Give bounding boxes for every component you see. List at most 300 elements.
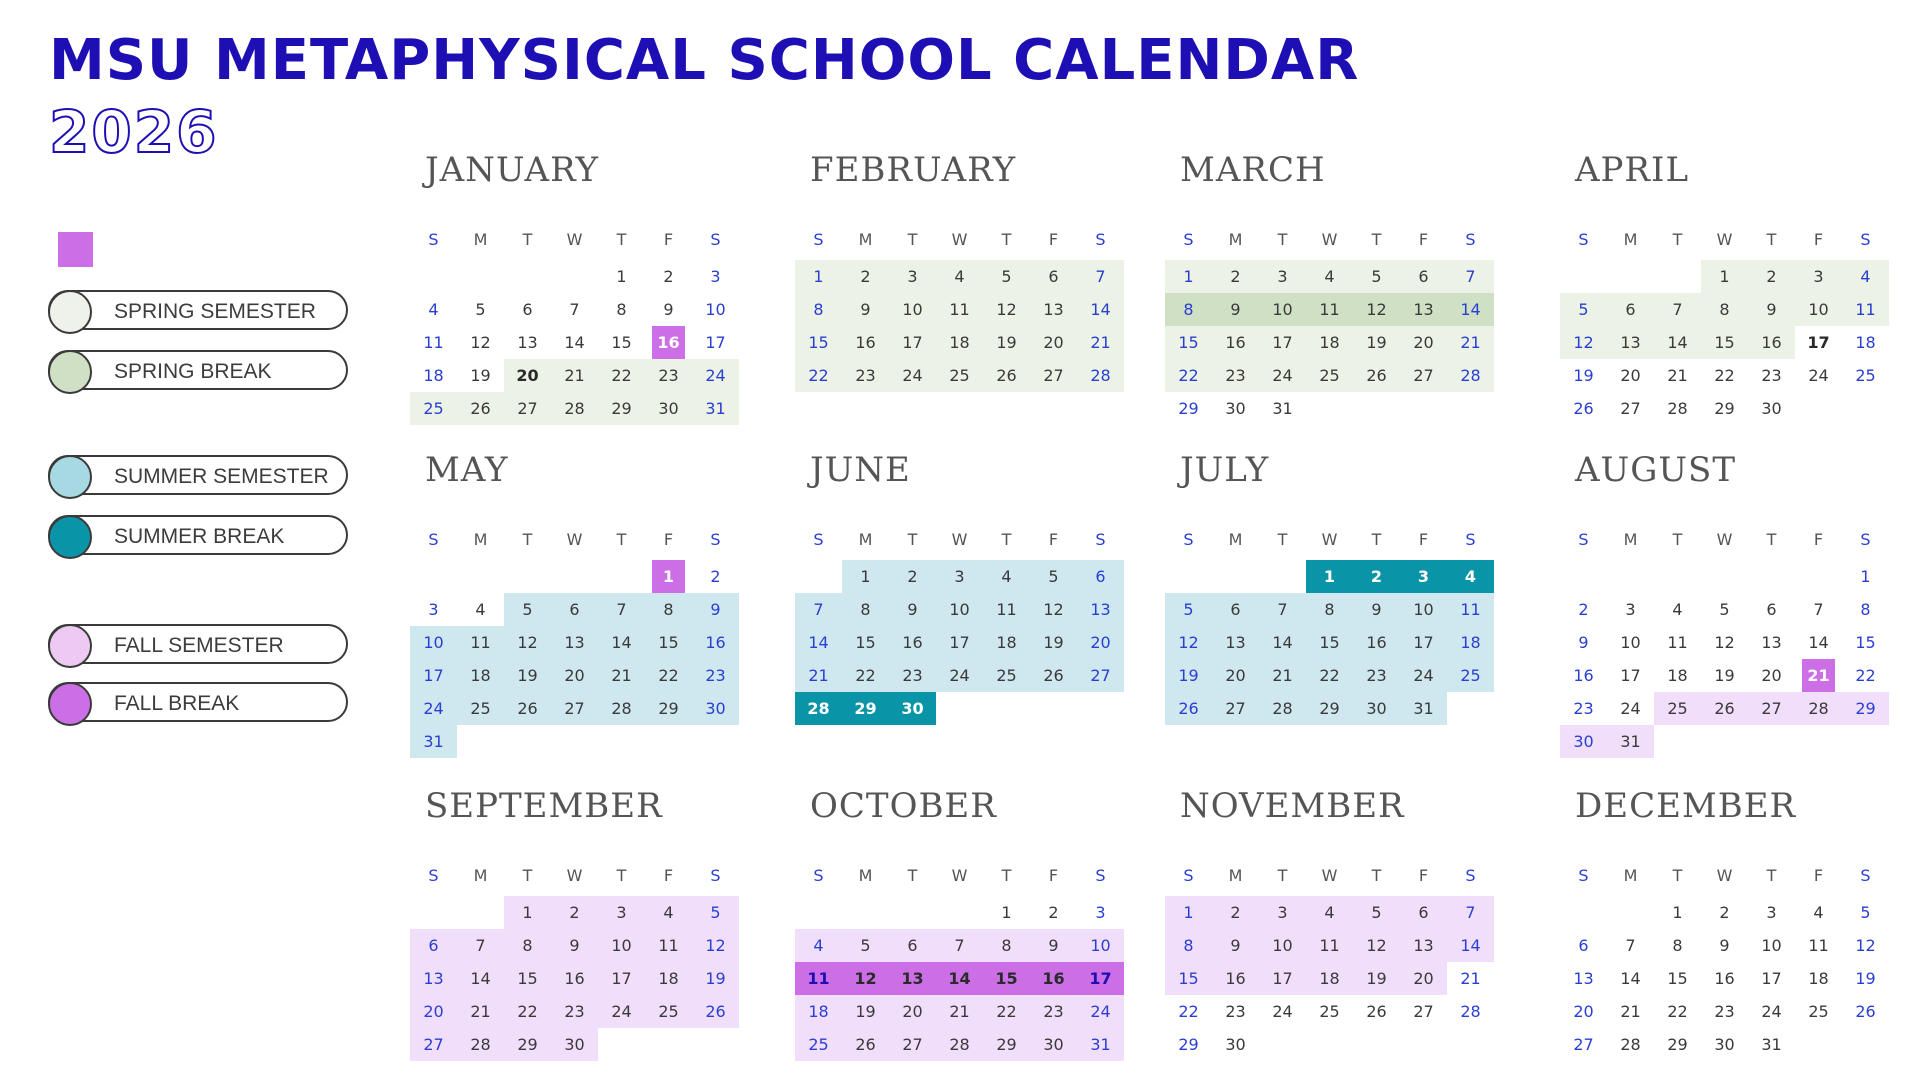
calendar-day: 14 [1259,626,1306,659]
calendar-day: 28 [1447,359,1494,392]
weekday-header: M [858,530,873,549]
weekday-header: T [1277,230,1288,249]
calendar-day: 21 [457,995,504,1028]
calendar-day: 12 [983,293,1030,326]
calendar-day: 30 [1225,1035,1246,1054]
calendar-day: 3 [889,260,936,293]
calendar-day: 30 [1225,399,1246,418]
calendar-day: 27 [1030,359,1077,392]
calendar-day: 22 [1306,659,1353,692]
weekday-header: T [907,230,918,249]
legend-summer-break [48,515,348,555]
calendar-day: 8 [616,300,627,319]
calendar-day: 9 [1748,293,1795,326]
calendar-day: 24 [1259,359,1306,392]
calendar-day: 2 [1748,260,1795,293]
calendar-day: 18 [1306,962,1353,995]
calendar-day: 19 [983,326,1030,359]
month-name: DECEMBER [1575,786,1797,826]
month-december [1560,786,1889,1086]
weekday-header: F [1813,530,1824,549]
calendar-day: 16 [1353,626,1400,659]
calendar-day: 6 [522,300,533,319]
calendar-day: 3 [936,560,983,593]
calendar-day: 5 [1353,260,1400,293]
weekday-header: W [1321,866,1338,885]
calendar-day: 8 [504,929,551,962]
weekday-header: M [473,866,488,885]
calendar-day: 26 [692,995,739,1028]
calendar-day: 10 [1259,293,1306,326]
calendar-day: 6 [889,929,936,962]
calendar-day: 15 [1165,962,1212,995]
calendar-day: 11 [1667,633,1688,652]
calendar-day: 15 [1667,969,1688,988]
calendar-day: 2 [1578,600,1589,619]
calendar-day: 7 [569,300,580,319]
calendar-day: 24 [1808,366,1829,385]
calendar-day: 16 [1030,962,1077,995]
calendar-day: 4 [428,300,439,319]
calendar-day: 7 [1625,936,1636,955]
weekday-header: S [813,530,824,549]
calendar-day: 20 [1030,326,1077,359]
calendar-day: 21 [1620,1002,1641,1021]
calendar-day: 26 [1701,692,1748,725]
calendar-day: 13 [889,962,936,995]
calendar-day: 7 [457,929,504,962]
calendar-day: 21 [1460,969,1481,988]
calendar-day: 19 [1353,962,1400,995]
calendar-day: 26 [983,359,1030,392]
calendar-day: 5 [475,300,486,319]
calendar-day: 7 [1654,293,1701,326]
calendar-day: 2 [889,560,936,593]
calendar-day: 3 [1400,560,1447,593]
calendar-day: 30 [1560,725,1607,758]
calendar-day: 28 [1460,1002,1481,1021]
calendar-day: 14 [1447,929,1494,962]
weekday-header: T [1672,230,1683,249]
calendar-day: 28 [598,692,645,725]
calendar-day: 6 [1578,936,1589,955]
calendar-day: 11 [795,962,842,995]
calendar-day: 24 [936,659,983,692]
calendar-day: 31 [1077,1028,1124,1061]
calendar-day: 2 [710,567,721,586]
calendar-day: 27 [889,1028,936,1061]
calendar-day: 25 [1306,359,1353,392]
weekday-header: W [566,866,583,885]
calendar-day: 4 [983,560,1030,593]
calendar-day: 19 [470,366,491,385]
calendar-day: 31 [1272,399,1293,418]
weekday-header: T [907,866,918,885]
weekday-header: F [1813,866,1824,885]
calendar-day: 27 [1620,399,1641,418]
calendar-day: 9 [1719,936,1730,955]
weekday-header: T [1277,866,1288,885]
calendar-day: 31 [1761,1035,1782,1054]
calendar-day: 17 [889,326,936,359]
weekday-header: W [951,230,968,249]
weekday-header: S [1578,530,1589,549]
calendar-day: 7 [1447,896,1494,929]
calendar-day: 29 [983,1028,1030,1061]
weekday-header: W [1321,230,1338,249]
calendar-day: 23 [1353,659,1400,692]
weekday-header: S [1465,866,1476,885]
calendar-day: 1 [1165,896,1212,929]
calendar-day: 21 [551,359,598,392]
calendar-day: 25 [410,392,457,425]
weekday-header: M [1623,866,1638,885]
calendar-day: 1 [1860,567,1871,586]
calendar-day: 21 [1077,326,1124,359]
calendar-day: 31 [692,392,739,425]
calendar-day: 9 [1212,293,1259,326]
calendar-day: 3 [1259,896,1306,929]
calendar-day: 28 [1620,1035,1641,1054]
calendar-day: 2 [1048,903,1059,922]
calendar-day: 30 [1030,1028,1077,1061]
calendar-day: 16 [842,326,889,359]
calendar-day: 1 [504,896,551,929]
weekday-header: S [1860,866,1871,885]
calendar-day: 29 [1842,692,1889,725]
weekday-header: W [951,866,968,885]
calendar-day: 24 [1620,699,1641,718]
calendar-day: 16 [1212,962,1259,995]
weekday-header: M [1623,530,1638,549]
calendar-day: 20 [551,659,598,692]
calendar-day: 5 [692,896,739,929]
calendar-day: 13 [1573,969,1594,988]
calendar-day: 10 [1077,929,1124,962]
calendar-day: 5 [983,260,1030,293]
calendar-day: 4 [1306,896,1353,929]
calendar-day: 29 [1178,399,1199,418]
calendar-day: 16 [1748,326,1795,359]
calendar-day: 28 [1077,359,1124,392]
calendar-day: 7 [1447,260,1494,293]
calendar-day: 2 [663,267,674,286]
weekday-header: S [1095,530,1106,549]
calendar-day: 6 [551,593,598,626]
weekday-header: F [1048,230,1059,249]
calendar-day: 20 [1761,666,1782,685]
calendar-day: 6 [1212,593,1259,626]
calendar-day: 20 [1400,326,1447,359]
weekday-header: F [1048,866,1059,885]
calendar-day: 27 [1077,659,1124,692]
calendar-day: 13 [1400,929,1447,962]
calendar-day: 8 [1306,593,1353,626]
calendar-day: 20 [1212,659,1259,692]
calendar-day: 17 [1761,969,1782,988]
legend-fall-break [48,682,348,722]
calendar-day: 3 [598,896,645,929]
calendar-day: 29 [1306,692,1353,725]
calendar-day: 23 [692,659,739,692]
calendar-day: 25 [1319,1002,1340,1021]
calendar-day: 15 [1855,633,1876,652]
month-name: AUGUST [1575,450,1736,490]
calendar-day: 25 [795,1028,842,1061]
calendar-day: 1 [1701,260,1748,293]
calendar-day: 7 [795,593,842,626]
calendar-day: 22 [983,995,1030,1028]
weekday-header: F [663,530,674,549]
calendar-day: 22 [598,359,645,392]
year-heading: 2026 [49,98,219,166]
weekday-header: M [1228,230,1243,249]
calendar-day: 15 [1165,326,1212,359]
weekday-header: M [858,866,873,885]
calendar-day: 27 [1400,359,1447,392]
weekday-header: M [1228,866,1243,885]
calendar-day: 21 [1447,326,1494,359]
fall-break-swatch [48,682,92,726]
weekday-header: F [663,866,674,885]
calendar-day: 17 [705,333,726,352]
weekday-header: T [1766,530,1777,549]
weekday-header: T [522,530,533,549]
calendar-day: 5 [1353,896,1400,929]
calendar-day: 21 [1802,659,1835,692]
calendar-day: 23 [1212,359,1259,392]
calendar-day: 23 [889,659,936,692]
calendar-day: 27 [1748,692,1795,725]
calendar-day: 8 [1165,929,1212,962]
calendar-day: 4 [1672,600,1683,619]
calendar-day: 18 [1306,326,1353,359]
calendar-day: 14 [1620,969,1641,988]
calendar-day: 30 [645,392,692,425]
calendar-day: 22 [1714,366,1735,385]
weekday-header: M [1623,230,1638,249]
calendar-day: 11 [645,929,692,962]
month-name: MAY [425,450,509,490]
calendar-day: 8 [645,593,692,626]
weekday-header: F [1418,866,1429,885]
calendar-day: 16 [652,326,685,359]
month-name: MARCH [1180,150,1326,190]
calendar-day: 1 [652,560,685,593]
weekday-header: F [1813,230,1824,249]
calendar-day: 28 [1667,399,1688,418]
calendar-day: 26 [1573,399,1594,418]
calendar-day: 13 [1607,326,1654,359]
legend-label: SPRING SEMESTER [114,300,316,323]
calendar-day: 16 [551,962,598,995]
calendar-day: 10 [936,593,983,626]
calendar-day: 7 [598,593,645,626]
calendar-day: 23 [842,359,889,392]
calendar-day: 13 [517,333,538,352]
calendar-day: 1 [1306,560,1353,593]
calendar-day: 5 [1030,560,1077,593]
weekday-header: T [1277,530,1288,549]
calendar-day: 24 [889,359,936,392]
calendar-day: 26 [457,392,504,425]
weekday-header: S [710,530,721,549]
calendar-day: 9 [663,300,674,319]
calendar-day: 5 [1165,593,1212,626]
calendar-day: 4 [475,600,486,619]
calendar-day: 19 [1573,366,1594,385]
month-july [1165,450,1494,750]
calendar-day: 9 [1578,633,1589,652]
calendar-day: 17 [936,626,983,659]
calendar-day: 7 [936,929,983,962]
calendar-day: 18 [645,962,692,995]
month-name: APRIL [1575,150,1690,190]
calendar-day: 19 [842,995,889,1028]
calendar-day: 14 [598,626,645,659]
calendar-day: 8 [1860,600,1871,619]
calendar-day: 5 [1560,293,1607,326]
calendar-day: 11 [457,626,504,659]
weekday-header: F [1048,530,1059,549]
calendar-day: 15 [645,626,692,659]
calendar-day: 5 [1860,903,1871,922]
weekday-header: W [1321,530,1338,549]
calendar-day: 13 [1400,293,1447,326]
weekday-header: S [1465,530,1476,549]
calendar-day: 5 [842,929,889,962]
calendar-day: 17 [1620,666,1641,685]
calendar-day: 6 [410,929,457,962]
calendar-day: 13 [1212,626,1259,659]
month-april [1560,150,1889,450]
calendar-day: 9 [842,293,889,326]
legend-fall-semester [48,624,348,664]
calendar-day: 20 [1077,626,1124,659]
calendar-day: 18 [423,366,444,385]
calendar-day: 14 [1447,293,1494,326]
calendar-day: 16 [1212,326,1259,359]
weekday-header: T [1672,530,1683,549]
calendar-day: 20 [1573,1002,1594,1021]
calendar-day: 24 [410,692,457,725]
calendar-day: 29 [504,1028,551,1061]
weekday-header: S [710,866,721,885]
calendar-day: 17 [1259,326,1306,359]
calendar-day: 15 [1306,626,1353,659]
calendar-day: 10 [1620,633,1641,652]
weekday-header: S [1095,866,1106,885]
calendar-day: 17 [598,962,645,995]
calendar-day: 20 [889,995,936,1028]
weekday-header: T [1766,866,1777,885]
weekday-header: S [1183,530,1194,549]
calendar-day: 20 [504,359,551,392]
calendar-day: 4 [1306,260,1353,293]
calendar-day: 17 [1077,962,1124,995]
spring-semester-swatch [48,290,92,334]
calendar-day: 22 [1855,666,1876,685]
calendar-day: 3 [710,267,721,286]
calendar-day: 10 [1761,936,1782,955]
calendar-day: 12 [1353,929,1400,962]
weekday-header: M [858,230,873,249]
calendar-day: 28 [457,1028,504,1061]
calendar-day: 16 [692,626,739,659]
calendar-day: 15 [795,326,842,359]
calendar-day: 20 [1400,962,1447,995]
calendar-day: 12 [1560,326,1607,359]
calendar-day: 26 [842,1028,889,1061]
calendar-day: 14 [564,333,585,352]
calendar-day: 3 [1095,903,1106,922]
calendar-day: 24 [598,995,645,1028]
calendar-day: 29 [1178,1035,1199,1054]
calendar-day: 18 [936,326,983,359]
calendar-day: 26 [1353,359,1400,392]
weekday-header: S [813,866,824,885]
weekday-header: T [1001,230,1012,249]
weekday-header: S [1578,230,1589,249]
weekday-header: S [1860,230,1871,249]
calendar-day: 6 [1607,293,1654,326]
calendar-day: 23 [1030,995,1077,1028]
weekday-header: T [1371,530,1382,549]
month-may [410,450,739,750]
calendar-day: 19 [692,962,739,995]
calendar-day: 11 [983,593,1030,626]
calendar-day: 31 [410,725,457,758]
calendar-day: 8 [795,293,842,326]
calendar-day: 16 [889,626,936,659]
calendar-day: 25 [645,995,692,1028]
weekday-header: M [1228,530,1243,549]
calendar-day: 11 [1306,293,1353,326]
weekday-header: M [473,530,488,549]
calendar-day: 22 [504,995,551,1028]
calendar-day: 29 [645,692,692,725]
calendar-day: 29 [842,692,889,725]
calendar-day: 2 [551,896,598,929]
calendar-day: 10 [1400,593,1447,626]
weekday-header: S [428,530,439,549]
calendar-day: 23 [1714,1002,1735,1021]
calendar-day: 19 [1353,326,1400,359]
calendar-day: 18 [1447,626,1494,659]
calendar-day: 10 [410,626,457,659]
calendar-day: 11 [1842,293,1889,326]
weekday-header: T [1371,866,1382,885]
month-february [795,150,1124,450]
page-title: MSU METAPHYSICAL SCHOOL CALENDAR [49,28,1360,93]
calendar-day: 28 [795,692,842,725]
spring-break-swatch [48,350,92,394]
calendar-day: 21 [598,659,645,692]
calendar-day: 10 [889,293,936,326]
calendar-day: 30 [692,692,739,725]
calendar-day: 12 [504,626,551,659]
calendar-day: 29 [1714,399,1735,418]
legend-label: FALL BREAK [114,692,240,715]
calendar-day: 8 [1672,936,1683,955]
enrollment-cutoff-swatch [58,232,93,267]
calendar-day: 24 [1077,995,1124,1028]
calendar-day: 21 [1667,366,1688,385]
calendar-day: 19 [1855,969,1876,988]
weekday-header: T [1672,866,1683,885]
calendar-day: 16 [1714,969,1735,988]
weekday-header: S [1465,230,1476,249]
